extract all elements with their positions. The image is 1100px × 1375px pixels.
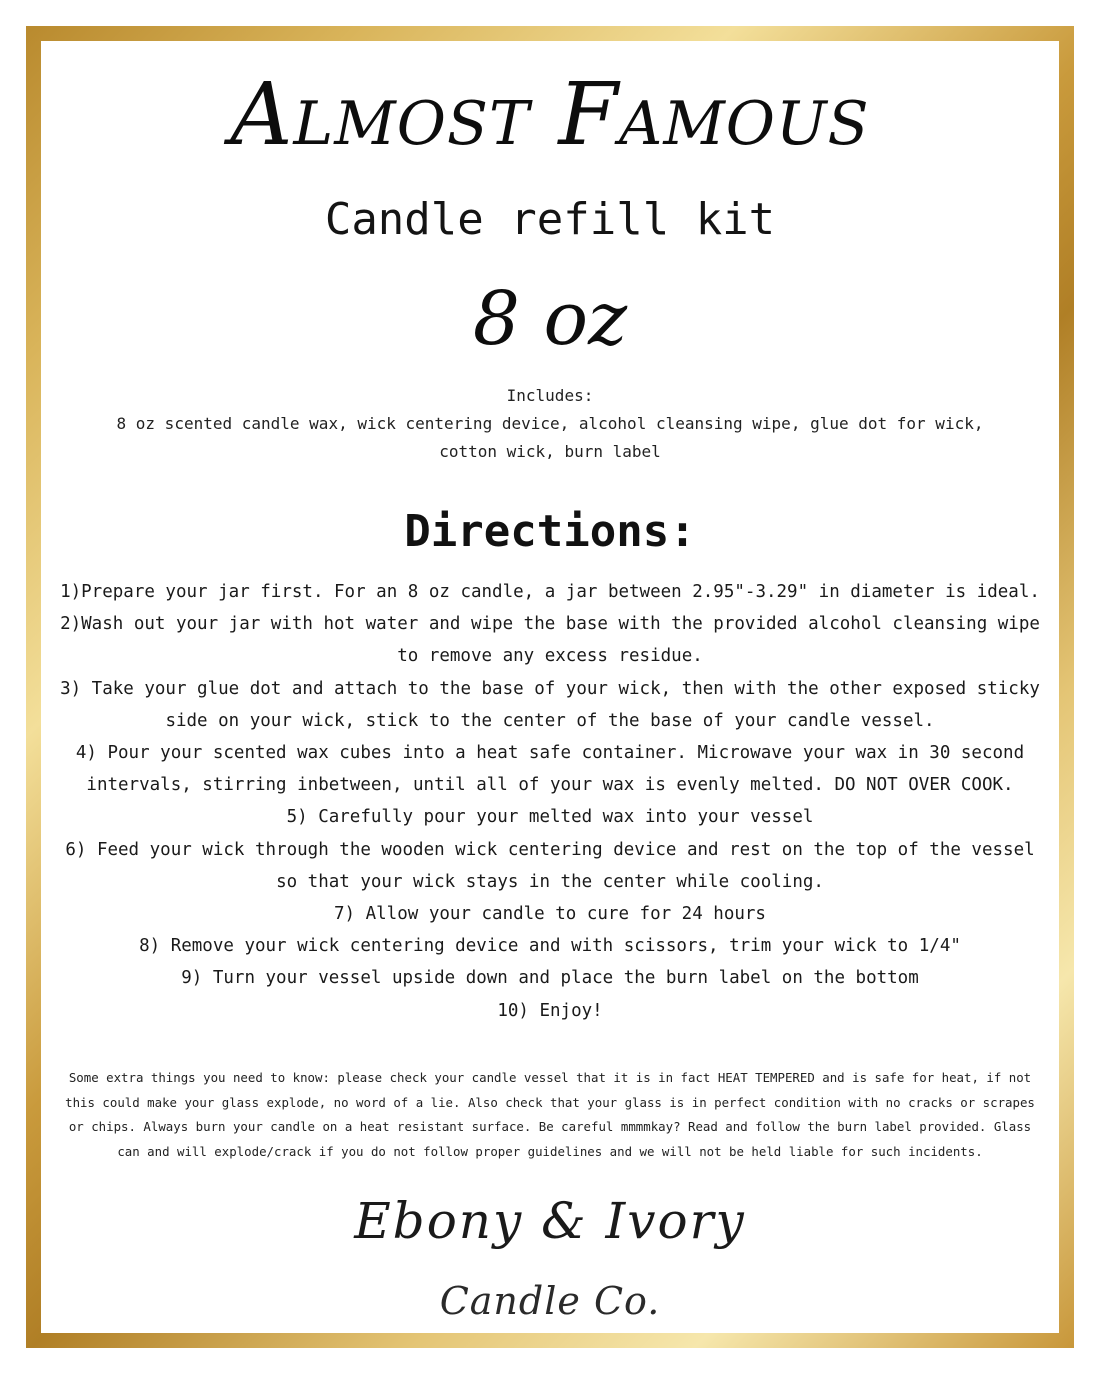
product-subtitle: Candle refill kit <box>324 194 776 245</box>
includes-label: Includes: <box>506 386 594 405</box>
includes-line-2: cotton wick, burn label <box>439 442 661 461</box>
includes-section <box>110 382 990 466</box>
document-page <box>41 41 1059 1333</box>
direction-step-10: 10) Enjoy! <box>497 1000 603 1021</box>
directions-heading: Directions: <box>404 506 696 557</box>
safety-notice: Some extra things you need to know: please check your candle vessel that it is in fact HEAT TEMPERED and is safe for heat, if not this could make your glass explode, no word of a lie. Also check that your glass is in perfect condition with no cracks or scrapes or chips. Always burn your candle on a heat resistant surface. Be careful mmmmkay? Read and follow the burn label provided. Glass can and will explode/crack if you do not follow proper guidelines and we will not be held liable for such incidents. <box>65 1070 1035 1159</box>
direction-step-2: 2)Wash out your jar with hot water and wipe the base with the provided alcohol cleansing wipe to remove any excess residue. <box>60 614 1040 667</box>
gold-frame <box>26 26 1074 1348</box>
direction-step-5: 5) Carefully pour your melted wax into your vessel <box>286 807 814 828</box>
directions-list <box>60 576 1040 1027</box>
direction-step-6: 6) Feed your wick through the wooden wick centering device and rest on the top of the vessel so that your wick stays in the center while cooling. <box>65 839 1035 892</box>
direction-step-9: 9) Turn your vessel upside down and place the burn label on the bottom <box>181 968 919 989</box>
includes-line-1: 8 oz scented candle wax, wick centering device, alcohol cleansing wipe, glue dot for wick, <box>116 414 984 433</box>
brand-title: Almost Famous <box>230 65 870 165</box>
signature-company-name: Ebony & Ivory <box>354 1192 746 1250</box>
direction-step-7: 7) Allow your candle to cure for 24 hours <box>334 904 766 925</box>
direction-step-8: 8) Remove your wick centering device and with scissors, trim your wick to 1/4" <box>139 936 961 957</box>
direction-step-3: 3) Take your glue dot and attach to the base of your wick, then with the other exposed sticky side on your wick, stick to the center of the base of your candle vessel. <box>60 678 1040 731</box>
direction-step-1: 1)Prepare your jar first. For an 8 oz candle, a jar between 2.95"-3.29" in diameter is ideal. <box>60 582 1040 602</box>
size-label: 8 oz <box>472 276 628 362</box>
signature-company-suffix: Candle Co. <box>439 1279 661 1323</box>
direction-step-4: 4) Pour your scented wax cubes into a heat safe container. Microwave your wax in 30 second intervals, stirring inbetween, until all of your wax is evenly melted. DO NOT OVER COOK. <box>75 743 1025 796</box>
